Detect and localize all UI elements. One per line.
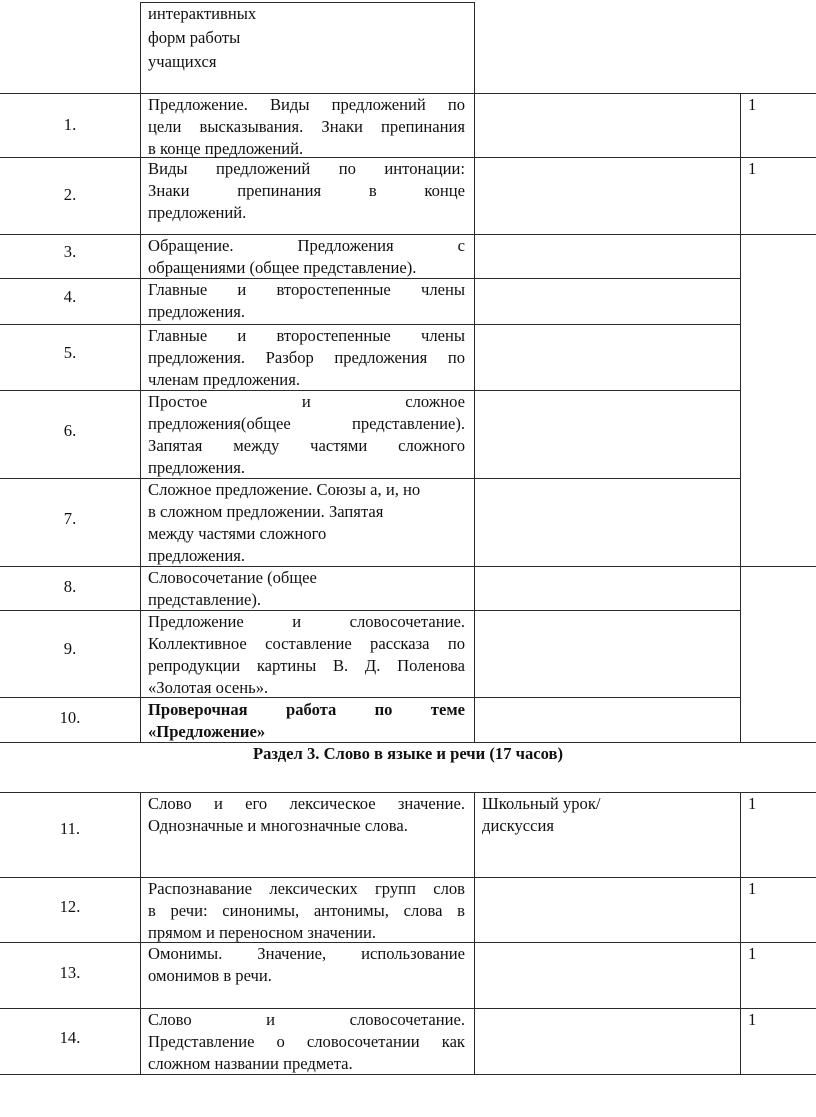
topic-cell: [148, 325, 465, 391]
rule: [740, 792, 741, 1074]
row-number: 13.: [59, 963, 81, 982]
hours-cell: 1: [748, 95, 757, 114]
hours-cell: 1: [748, 159, 757, 178]
row-number: 14.: [59, 1028, 81, 1047]
topic-line: прямом и переносном значении.: [148, 923, 376, 942]
row-number: 6.: [63, 421, 77, 440]
topic-line: «Предложение»: [148, 722, 266, 741]
topic-line: Предложение. Виды предложений по: [148, 95, 465, 114]
rule: [740, 93, 741, 742]
row-number: 5.: [63, 343, 77, 362]
topic-cell: [148, 567, 465, 611]
topic-line: цели высказывания. Знаки препинания: [148, 117, 465, 136]
topic-cell: [148, 878, 465, 944]
topic-line: сложном названии предмета.: [148, 1054, 353, 1073]
rule: [474, 2, 475, 742]
row-number: 9.: [63, 639, 77, 658]
topic-line: в сложном предложении. Запятая: [148, 502, 384, 521]
row-number: 11.: [59, 819, 81, 838]
topic-cell: [148, 391, 465, 479]
topic-line: предложения.: [148, 302, 246, 321]
row-number: 7.: [63, 509, 77, 528]
topic-line: Сложное предложение. Союзы а, и, но: [148, 480, 421, 499]
topic-line: Слово и его лексическое значение.: [148, 794, 465, 813]
row-number: 8.: [63, 577, 77, 596]
topic-cell: [148, 793, 465, 837]
rule: [140, 2, 141, 742]
topic-line: Знаки препинания в конце: [148, 181, 465, 200]
hours-cell: 1: [748, 794, 757, 813]
rule: [474, 792, 475, 1074]
hours-cell: 1: [748, 879, 757, 898]
topic-line: предложения.: [148, 546, 246, 565]
topic-line: между частями сложного: [148, 524, 327, 543]
topic-line: Представление о словосочетании как: [148, 1032, 465, 1051]
topic-line: «Золотая осень».: [148, 678, 269, 697]
hours-cell: 1: [748, 944, 757, 963]
topic-cell: [148, 943, 465, 987]
header-form-cell: интерактивных форм работы учащихся: [148, 4, 257, 71]
topic-cell: [148, 611, 465, 699]
topic-cell: [148, 94, 465, 160]
topic-line: омонимов в речи.: [148, 966, 272, 985]
topic-line: членам предложения.: [148, 370, 300, 389]
form-line: Школьный урок/: [482, 794, 601, 813]
topic-line: Главные и второстепенные члены: [148, 280, 465, 299]
topic-line: предложений.: [148, 203, 247, 222]
topic-line: Простое и сложное: [148, 392, 465, 411]
row-number: 4.: [63, 287, 77, 306]
topic-cell: [148, 699, 465, 743]
topic-line: Коллективное составление рассказа по: [148, 634, 465, 653]
row-number: 10.: [59, 708, 81, 727]
topic-line: в речи: синонимы, антонимы, слова в: [148, 901, 465, 920]
topic-line: представление).: [148, 590, 262, 609]
form-cell: [482, 793, 732, 837]
row-number: 2.: [63, 185, 77, 204]
topic-line: Распознавание лексических групп слов: [148, 879, 465, 898]
topic-line: в конце предложений.: [148, 139, 304, 158]
topic-line: обращениями (общее представление).: [148, 258, 417, 277]
row-number: 1.: [63, 115, 77, 134]
topic-line: Слово и словосочетание.: [148, 1010, 465, 1029]
section-title: Раздел 3. Слово в языке и речи (17 часов): [252, 744, 564, 763]
topic-cell: [148, 479, 468, 567]
topic-cell: [148, 279, 465, 323]
topic-line: Словосочетание (общее: [148, 568, 317, 587]
topic-line: предложения(общее представление).: [148, 414, 465, 433]
row-number: 12.: [59, 897, 81, 916]
form-line: дискуссия: [482, 816, 555, 835]
topic-cell: [148, 1009, 465, 1075]
topic-line: Однозначные и многозначные слова.: [148, 816, 408, 835]
topic-line: Омонимы. Значение, использование: [148, 944, 465, 963]
hours-cell: 1: [748, 1010, 757, 1029]
topic-line: Проверочная работа по теме: [148, 700, 465, 719]
topic-line: репродукции картины В. Д. Поленова: [148, 656, 465, 675]
topic-line: Обращение. Предложения с: [148, 236, 465, 255]
topic-cell: [148, 158, 465, 224]
topic-line: предложения. Разбор предложения по: [148, 348, 465, 367]
topic-line: Предложение и словосочетание.: [148, 612, 465, 631]
rule: [140, 792, 141, 1074]
topic-line: предложения.: [148, 458, 246, 477]
topic-line: Виды предложений по интонации:: [148, 159, 465, 178]
topic-line: Главные и второстепенные члены: [148, 326, 465, 345]
row-number: 3.: [63, 242, 77, 261]
topic-cell: [148, 235, 465, 279]
topic-line: Запятая между частями сложного: [148, 436, 465, 455]
